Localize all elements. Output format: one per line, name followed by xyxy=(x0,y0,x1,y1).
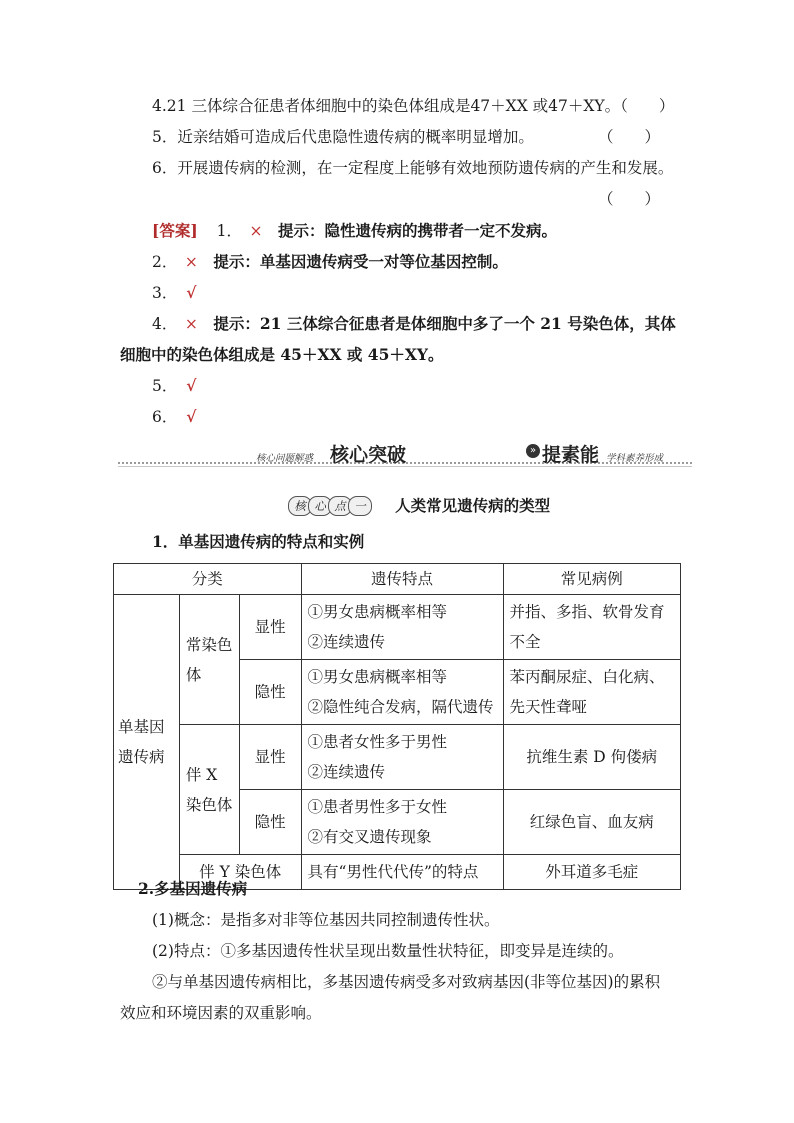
banner-title-core: 核心突破 xyxy=(330,444,407,466)
trait-cell: ①男女患病概率相等 ②隐性纯合发病，隔代遗传 xyxy=(301,660,503,725)
question-4-text: 4.21 三体综合征患者体细胞中的染色体组成是47＋XX 或47＋XY。 xyxy=(152,97,621,115)
table-header-row xyxy=(114,564,681,595)
subtype-cell: 隐性 xyxy=(239,790,301,855)
category-cell: 伴 Y 染色体 xyxy=(179,855,301,890)
answer-tag: [答案] xyxy=(152,221,198,240)
check-icon: √ xyxy=(186,283,197,302)
table-row xyxy=(114,595,681,660)
answer-number: 4． xyxy=(152,315,178,333)
example-cell: 外耳道多毛症 xyxy=(503,855,680,890)
table-row xyxy=(114,725,681,790)
table-header: 常见病例 xyxy=(503,564,680,595)
paragraph: ②与单基因遗传病相比，多基因遗传病受多对致病基因(非等位基因)的累积 xyxy=(152,973,661,991)
answer-4 xyxy=(152,314,676,334)
section-banner xyxy=(118,440,692,470)
section-2-title: 2.多基因遗传病 xyxy=(138,879,248,898)
keypoint-title: 人类常见遗传病的类型 xyxy=(395,496,551,515)
paragraph: (1)概念：是指多对非等位基因共同控制遗传性状。 xyxy=(152,911,500,929)
answer-blank: （ ） xyxy=(598,128,661,146)
answer-4-continued: 细胞中的染色体组成是 45＋XX 或 45＋XY。 xyxy=(120,345,444,364)
genetic-disease-table xyxy=(113,563,681,890)
cross-icon: × xyxy=(249,222,263,240)
banner-left-caption: 核心问题解惑 xyxy=(256,453,314,464)
trait-cell: ①患者女性多于男性 ②连续遗传 xyxy=(301,725,503,790)
section-1-title: 1．单基因遗传病的特点和实例 xyxy=(152,532,365,551)
cross-icon: × xyxy=(184,315,198,333)
answer-3 xyxy=(152,283,205,303)
answer-hint: 提示：21 三体综合征患者是体细胞中多了一个 21 号染色体，其体 xyxy=(213,314,676,333)
paragraph-continued: 效应和环境因素的双重影响。 xyxy=(120,1004,322,1022)
question-5-text: 5．近亲结婚可造成后代患隐性遗传病的概率明显增加。 xyxy=(152,128,534,146)
trait-cell: 具有“男性代代传”的特点 xyxy=(301,855,503,890)
paragraph: (2)特点：①多基因遗传性状呈现出数量性状特征，即变异是连续的。 xyxy=(152,942,624,960)
subtype-cell: 显性 xyxy=(239,725,301,790)
question-5 xyxy=(152,127,534,147)
answer-1 xyxy=(152,221,557,241)
group-cell: 单基因遗传病 xyxy=(114,595,180,890)
answer-6 xyxy=(152,407,205,427)
answer-blank: （ ） xyxy=(620,97,675,115)
keypoint-heading xyxy=(288,494,550,516)
question-4 xyxy=(152,96,674,116)
trait-cell: ①男女患病概率相等 ②连续遗传 xyxy=(301,595,503,660)
trait-cell: ①患者男性多于女性 ②有交叉遗传现象 xyxy=(301,790,503,855)
answer-number: 1． xyxy=(216,222,242,240)
answer-number: 3． xyxy=(152,284,178,302)
answer-2 xyxy=(152,252,508,272)
table-header: 分类 xyxy=(114,564,302,595)
subtype-cell: 显性 xyxy=(239,595,301,660)
answer-number: 2． xyxy=(152,253,178,271)
question-6: 6．开展遗传病的检测，在一定程度上能够有效地预防遗传病的产生和发展。 xyxy=(152,159,674,177)
answer-blank: （ ） xyxy=(598,190,661,208)
table-header: 遗传特点 xyxy=(301,564,503,595)
check-icon: √ xyxy=(186,376,197,395)
answer-5 xyxy=(152,376,205,396)
banner-title-literacy: 提素能 xyxy=(542,444,600,466)
answer-number: 6． xyxy=(152,408,178,426)
cross-icon: × xyxy=(184,253,198,271)
banner-right-caption: 学科素养形成 xyxy=(606,453,664,464)
example-cell: 抗维生素 D 佝偻病 xyxy=(503,725,680,790)
example-cell: 苯丙酮尿症、白化病、先天性聋哑 xyxy=(503,660,680,725)
arrow-icon: » xyxy=(526,444,540,458)
check-icon: √ xyxy=(186,407,197,426)
example-cell: 并指、多指、软骨发育不全 xyxy=(503,595,680,660)
category-cell: 常染色体 xyxy=(179,595,239,725)
subtype-cell: 隐性 xyxy=(239,660,301,725)
keypoint-badge: 核 心 点 一 xyxy=(288,495,368,516)
category-cell: 伴 X 染色体 xyxy=(179,725,239,855)
example-cell: 红绿色盲、血友病 xyxy=(503,790,680,855)
answer-number: 5． xyxy=(152,377,178,395)
answer-hint: 提示：隐性遗传病的携带者一定不发病。 xyxy=(277,221,557,240)
answer-hint: 提示：单基因遗传病受一对等位基因控制。 xyxy=(213,252,508,271)
